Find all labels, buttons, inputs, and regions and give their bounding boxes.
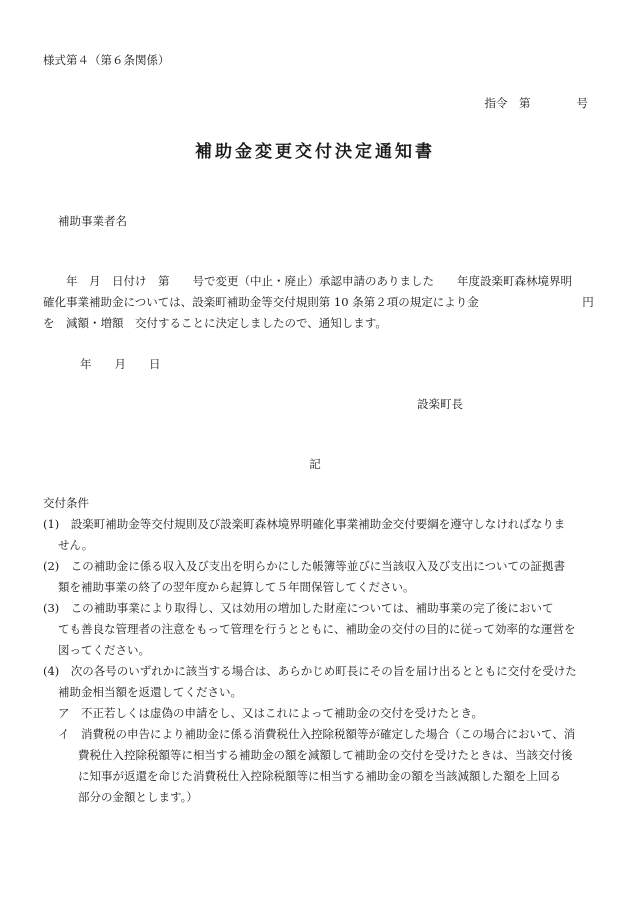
- subitem-label: イ: [58, 727, 70, 741]
- date-line: 年 月 日: [80, 357, 161, 371]
- subitem-text: 不正若しくは虚偽の申請をし、又はこれによって補助金の交付を受けたとき。: [81, 706, 484, 720]
- subitem-i-cont-2: に知事が返還を命じた消費税仕入控除税額等に相当する補助金の額を当該減額した額を上回る: [78, 769, 561, 783]
- body-line-1: 年 月 日付け 第 号で変更（中止・廃止）承認申請のありました 年度設楽町森林境界明: [43, 274, 572, 288]
- subitem-i-cont-3: 部分の金額とします。）: [78, 790, 198, 804]
- subitem-i: [58, 726, 575, 742]
- conditions-heading: 交付条件: [43, 496, 89, 510]
- condition-4: [43, 663, 577, 679]
- condition-2-cont: 類を補助事業の終了の翌年度から起算して５年間保管してください。: [58, 580, 415, 594]
- condition-4-cont: 補助金相当額を返還してください。: [58, 685, 242, 699]
- body-line-3: を 減額・増額 交付することに決定しましたので、通知します。: [43, 316, 387, 330]
- condition-1: [43, 516, 565, 532]
- condition-1-cont: せん。: [58, 538, 94, 552]
- subitem-i-cont-1: 費税仕入控除税額等に相当する補助金の額を減額して補助金の交付を受けたときは、当該交付後: [78, 748, 573, 762]
- recipient-label: 補助事業者名: [58, 214, 127, 228]
- subitem-a: [58, 705, 483, 721]
- subitem-label: ア: [58, 706, 70, 720]
- condition-label: (3): [43, 601, 60, 615]
- condition-text: この補助事業により取得し、又は効用の増加した財産については、補助事業の完了後において: [70, 601, 554, 615]
- condition-3-cont-1: ても善良な管理者の注意をもって管理を行うとともに、補助金の交付の目的に従って効率的な運営を: [58, 622, 576, 636]
- condition-text: この補助金に係る収入及び支出を明らかにした帳簿等並びに当該収入及び支出についての証拠書: [70, 559, 566, 573]
- condition-label: (1): [43, 517, 60, 531]
- condition-text: 設楽町補助金等交付規則及び設楽町森林境界明確化事業補助金交付要綱を遵守しなければなりま: [70, 517, 566, 531]
- condition-3-cont-2: 図ってください。: [58, 643, 150, 657]
- condition-label: (4): [43, 664, 60, 678]
- ki-heading: 記: [309, 457, 321, 471]
- condition-3: [43, 600, 554, 616]
- subitem-text: 消費税の申告により補助金に係る消費税仕入控除税額等が確定した場合（この場合において、消: [81, 727, 576, 741]
- condition-2: [43, 558, 565, 574]
- condition-text: 次の各号のいずれかに該当する場合は、あらかじめ町長にその旨を届け出るとともに交付を受けた: [70, 664, 577, 678]
- body-line-2: 確化事業補助金については、設楽町補助金等交付規則第 10 条第２項の規定により金 円: [43, 295, 594, 309]
- form-label: 様式第４（第６条関係）: [43, 53, 170, 67]
- condition-label: (2): [43, 559, 60, 573]
- document-number: 指令 第 号: [484, 96, 588, 110]
- issuer-name: 設楽町長: [417, 397, 463, 411]
- page-title: 補助金変更交付決定通知書: [195, 142, 435, 162]
